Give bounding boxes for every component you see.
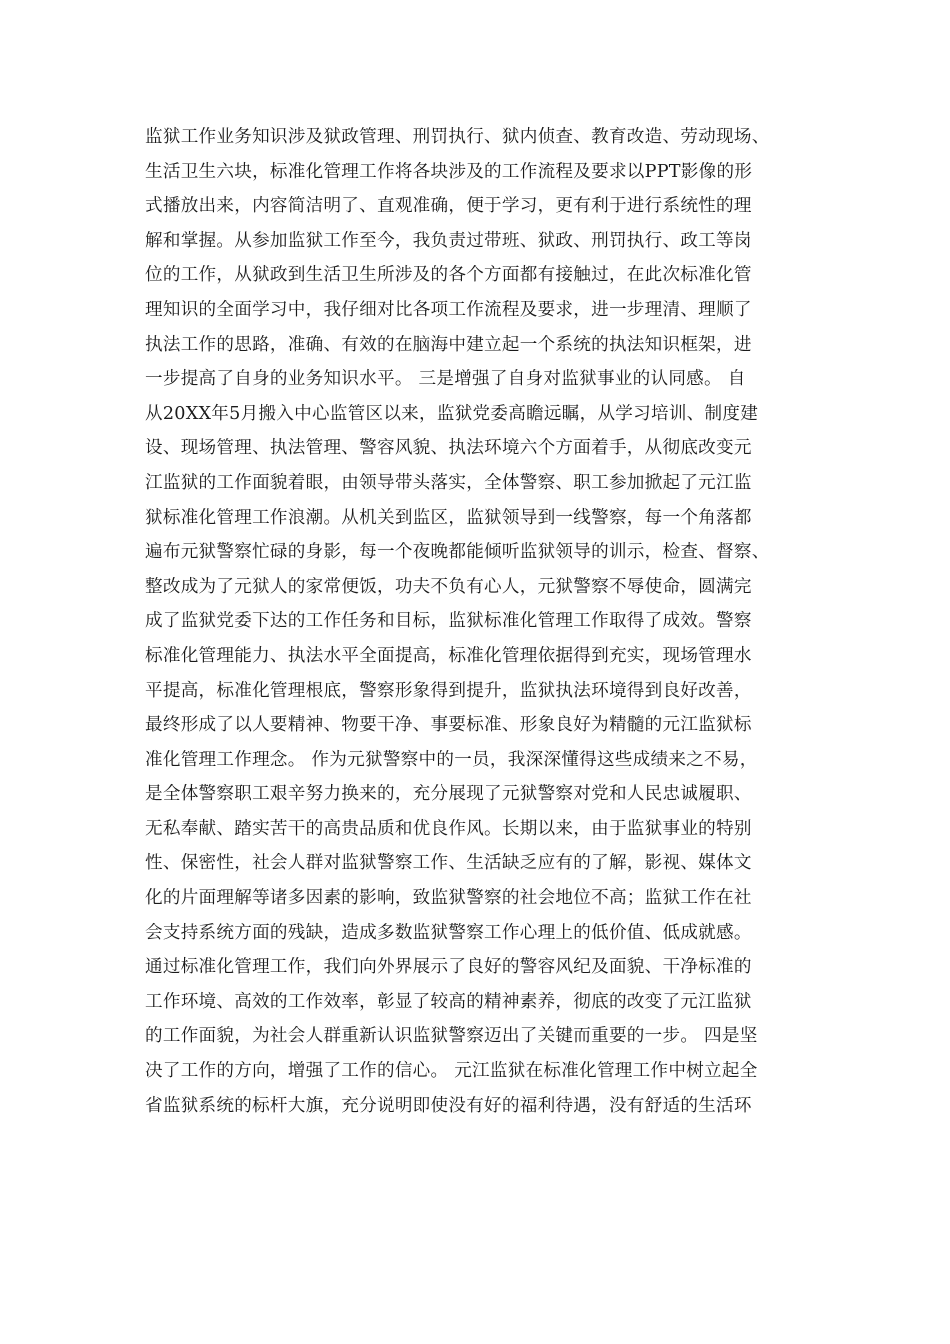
text-line: 准化管理工作理念。 作为元狱警察中的一员，我深深懂得这些成绩来之不易，	[145, 749, 758, 770]
text-line: 监狱工作业务知识涉及狱政管理、刑罚执行、狱内侦查、教育改造、劳动现场、	[145, 127, 770, 147]
text-line: 会支持系统方面的残缺，造成多数监狱警察工作心理上的低价值、低成就感。	[145, 922, 752, 943]
text-line: 决了工作的方向，增强了工作的信心。 元江监狱在标准化管理工作中树立起全	[145, 1061, 758, 1082]
text-line: 解和掌握。从参加监狱工作至今，我负责过带班、狱政、刑罚执行、政工等岗	[145, 230, 752, 251]
text-line: 成了监狱党委下达的工作任务和目标，监狱标准化管理工作取得了成效。警察	[145, 611, 752, 632]
text-line: 平提高，标准化管理根底，警察形象得到提升，监狱执法环境得到良好改善，	[145, 680, 752, 701]
text-line: 从20XX年5月搬入中心监管区以来，监狱党委高瞻远瞩，从学习培训、制度建	[145, 403, 759, 424]
text-line: 狱标准化管理工作浪潮。从机关到监区，监狱领导到一线警察，每一个角落都	[145, 507, 752, 528]
text-line: 遍布元狱警察忙碌的身影，每一个夜晚都能倾听监狱领导的训示，检查、督察、	[145, 542, 770, 563]
text-line: 无私奉献、踏实苦干的高贵品质和优良作风。长期以来，由于监狱事业的特别	[145, 818, 752, 839]
text-line: 式播放出来，内容简洁明了、直观准确，便于学习，更有利于进行系统性的理	[145, 196, 752, 217]
text-line: 理知识的全面学习中，我仔细对比各项工作流程及要求，进一步理清、理顺了	[145, 299, 752, 320]
text-line: 执法工作的思路，准确、有效的在脑海中建立起一个系统的执法知识框架，进	[145, 334, 752, 355]
text-line: 设、现场管理、执法管理、警容风貌、执法环境六个方面着手，从彻底改变元	[145, 438, 752, 459]
text-line: 工作环境、高效的工作效率，彰显了较高的精神素养，彻底的改变了元江监狱	[145, 991, 752, 1012]
text-line: 位的工作，从狱政到生活卫生所涉及的各个方面都有接触过，在此次标准化管	[145, 265, 752, 286]
text-line: 的工作面貌，为社会人群重新认识监狱警察迈出了关键而重要的一步。 四是坚	[145, 1026, 758, 1047]
text-line: 生活卫生六块，标准化管理工作将各块涉及的工作流程及要求以PPT影像的形	[145, 161, 753, 182]
text-line: 是全体警察职工艰辛努力换来的，充分展现了元狱警察对党和人民忠诚履职、	[145, 784, 752, 805]
text-line: 最终形成了以人要精神、物要干净、事要标准、形象良好为精髓的元江监狱标	[145, 715, 752, 736]
text-line: 整改成为了元狱人的家常便饭，功夫不负有心人，元狱警察不辱使命，圆满完	[145, 576, 752, 597]
body-text	[145, 120, 825, 1123]
text-line: 性、保密性，社会人群对监狱警察工作、生活缺乏应有的了解，影视、媒体文	[145, 853, 752, 874]
text-line: 一步提高了自身的业务知识水平。 三是增强了自身对监狱事业的认同感。 自	[145, 369, 746, 390]
text-line: 省监狱系统的标杆大旗，充分说明即使没有好的福利待遇，没有舒适的生活环	[145, 1095, 752, 1116]
text-line: 通过标准化管理工作，我们向外界展示了良好的警容风纪及面貌、干净标准的	[145, 957, 752, 978]
text-line: 化的片面理解等诸多因素的影响，致监狱警察的社会地位不高；监狱工作在社	[145, 888, 752, 909]
text-line: 标准化管理能力、执法水平全面提高，标准化管理依据得到充实，现场管理水	[145, 645, 752, 666]
text-line: 江监狱的工作面貌着眼，由领导带头落实，全体警察、职工参加掀起了元江监	[145, 472, 752, 493]
